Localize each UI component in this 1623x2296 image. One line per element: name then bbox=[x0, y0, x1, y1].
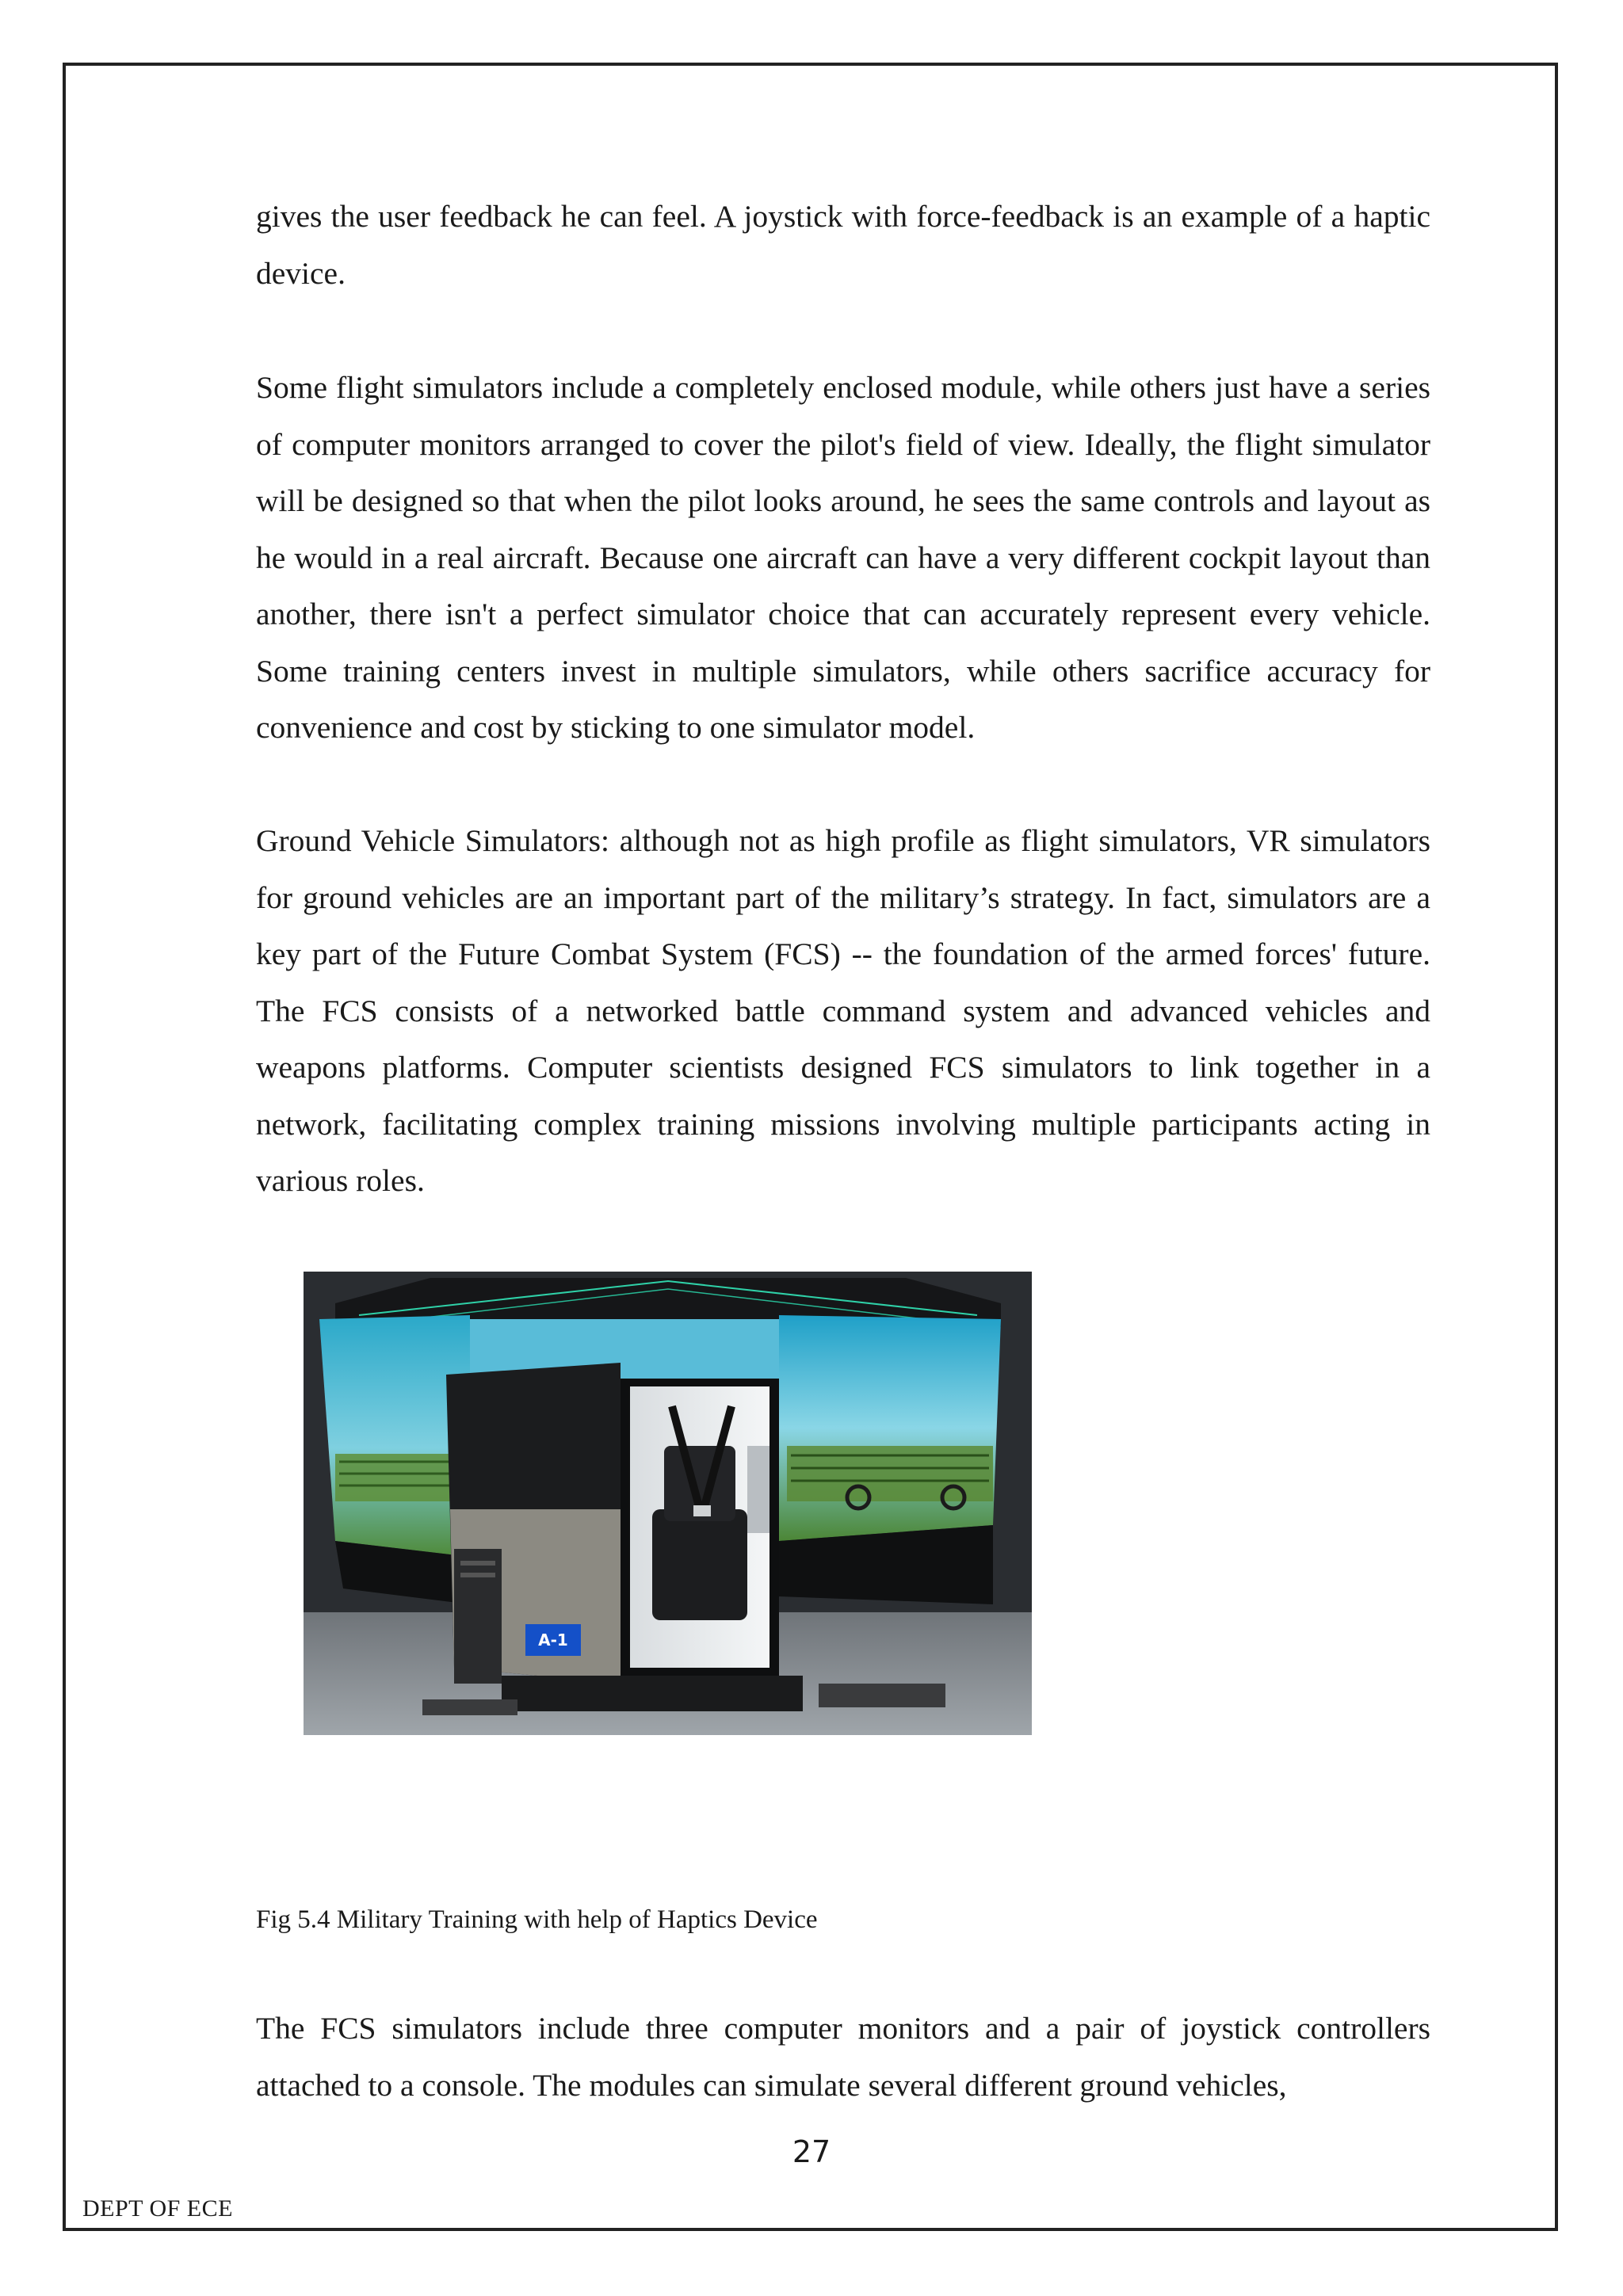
page-number: 27 bbox=[792, 2134, 831, 2169]
body-paragraph-4: The FCS simulators include three computer monitors and a pair of joystick controllers attached to a console. The modules can simulate several different ground vehicles, bbox=[256, 2011, 1430, 2103]
vehicle-label: A-1 bbox=[538, 1630, 568, 1650]
footer-department: DEPT OF ECE bbox=[82, 2195, 233, 2222]
body-paragraph-2: Some flight simulators include a completely enclosed module, while others just have a series of computer monitors arranged to cover the pilot's field of view. Ideally, the flight simulator will be designed so that when the pilot looks around, he sees the same controls and layout as he would in a real aircraft. Because one aircraft can have a very different cockpit layout than another, there isn't a perfect simulator choice that can accurately represent every vehicle. Some training centers invest in multiple simulators, while others sacrifice accuracy for convenience and cost by sticking to one simulator model. bbox=[256, 370, 1430, 745]
simulator-photo bbox=[304, 1272, 1032, 1735]
figure-caption: Fig 5.4 Military Training with help of Haptics Device bbox=[256, 1905, 818, 1934]
body-paragraph-1: gives the user feedback he can feel. A joystick with force-feedback is an example of a haptic device. bbox=[256, 199, 1430, 291]
body-paragraph-3: Ground Vehicle Simulators: although not as high profile as flight simulators, VR simulators for ground vehicles are an important part of the military’s strategy. In fact, simulators are a key part of the Future Combat System (FCS) -- the foundation of the armed forces' future. The FCS consists of a networked battle command system and advanced vehicles and weapons platforms. Computer scientists designed FCS simulators to link together in a network, facilitating complex training missions involving multiple participants acting in various roles. bbox=[256, 823, 1430, 1198]
